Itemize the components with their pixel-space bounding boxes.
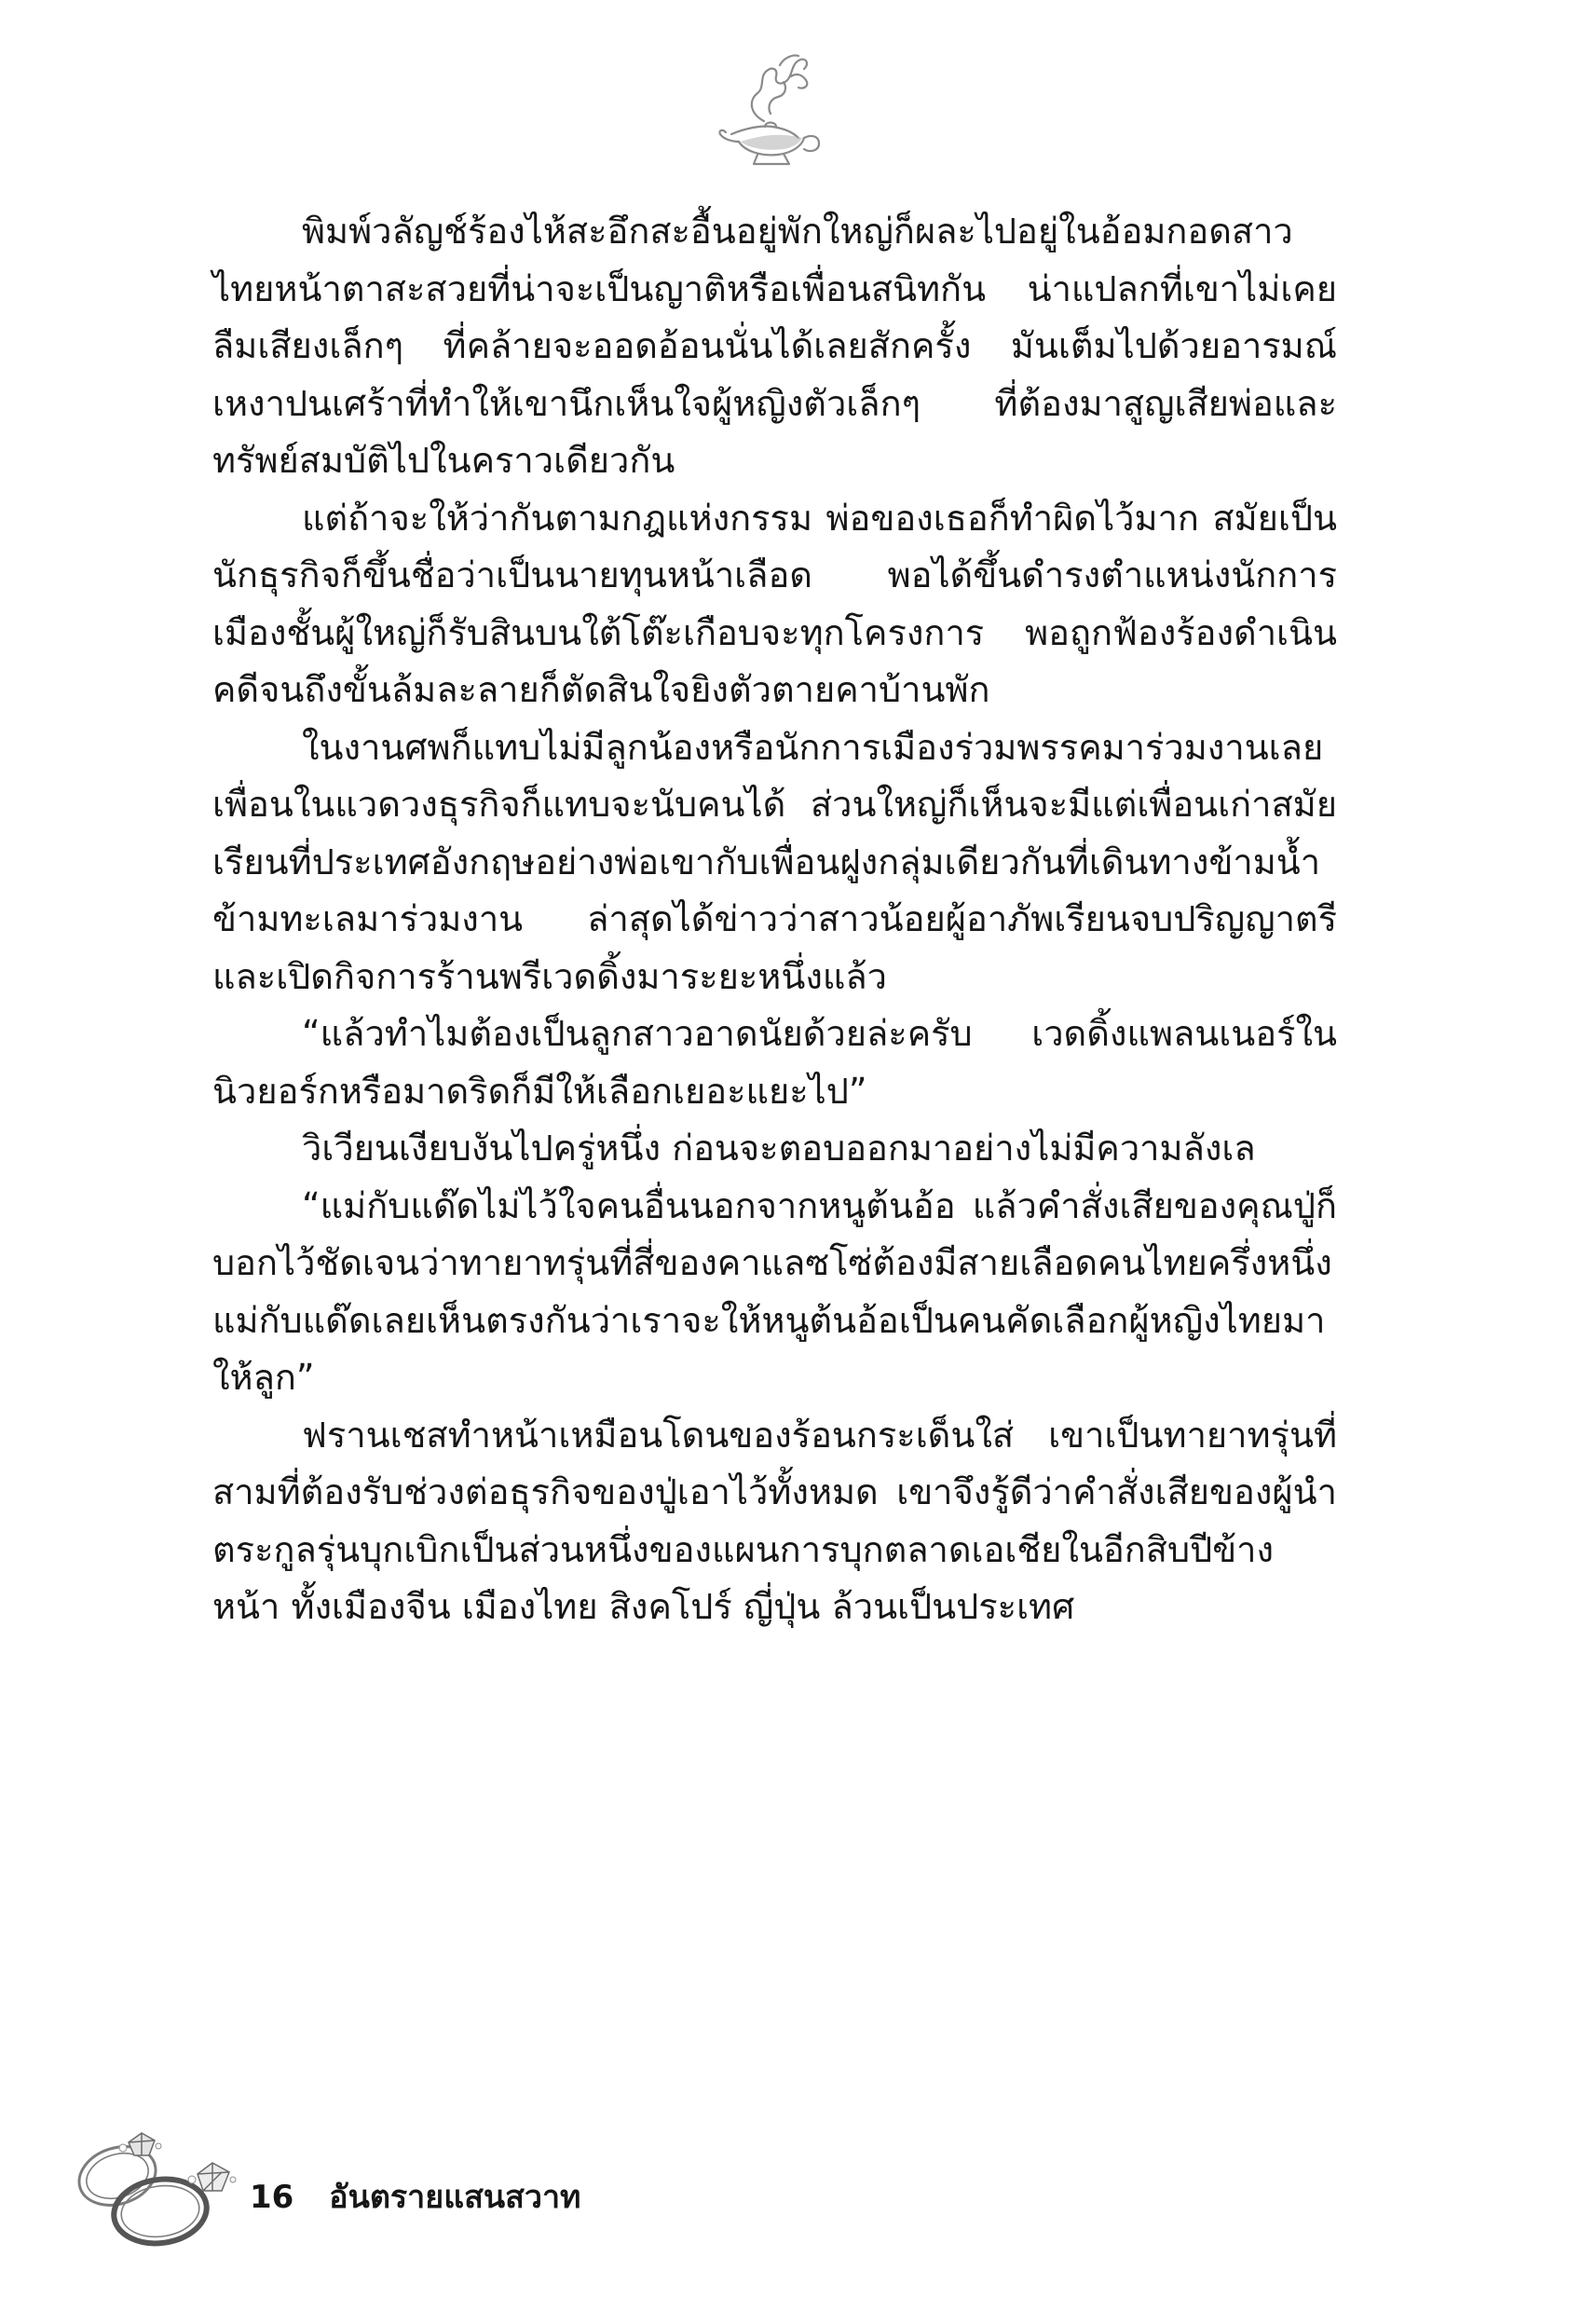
paragraph: ในงานศพก็แทบไม่มีลูกน้องหรือนักการเมืองร่วมพรรคมาร่วมงานเลย เพื่อนในแวดวงธุรกิจก็แทบจะนับคนได้ ส่วนใหญ่ก็เห็นจะมีแต่เพื่อนเก่าสมัยเรียนที่ประเทศอังกฤษอย่างพ่อเขากับเพื่อนฝูงกลุ่มเดียวกันที่เดินทางข้ามน้ำข้ามทะเลมาร่วมงาน ล่าสุดได้ข่าวว่าสาวน้อยผู้อาภัพเรียนจบปริญญาตรีและเปิดกิจการร้านพรีเวดดิ้งมาระยะหนึ่งแล้ว [212, 726, 1337, 997]
paragraph: “แม่กับแด๊ดไม่ไว้ใจคนอื่นนอกจากหนูต้นอ้อ แล้วคำสั่งเสียของคุณปู่ก็บอกไว้ชัดเจนว่าทายาทรุ่นที่สี่ของคาแลซโซ่ต้องมีสายเลือดคนไทยครึ่งหนึ่ง แม่กับแด๊ดเลยเห็นตรงกันว่าเราจะให้หนูต้นอ้อเป็นคนคัดเลือกผู้หญิงไทยมาให้ลูก” [212, 1184, 1337, 1398]
paragraph: พิมพ์วลัญช์ร้องไห้สะอึกสะอื้นอยู่พักใหญ่ก็ผละไปอยู่ในอ้อมกอดสาวไทยหน้าตาสะสวยที่น่าจะเป็นญาติหรือเพื่อนสนิทกัน น่าแปลกที่เขาไม่เคยลืมเสียงเล็กๆ ที่คล้ายจะออดอ้อนนั่นได้เลยสักครั้ง มันเต็มไปด้วยอารมณ์เหงาปนเศร้าที่ทำให้เขานึกเห็นใจผู้หญิงตัวเล็กๆ ที่ต้องมาสูญเสียพ่อและทรัพย์สมบัติไปในคราวเดียวกัน [212, 211, 1337, 481]
paragraph: แต่ถ้าจะให้ว่ากันตามกฎแห่งกรรม พ่อของเธอก็ทำผิดไว้มาก สมัยเป็นนักธุรกิจก็ขึ้นชื่อว่าเป็นนายทุนหน้าเลือด พอได้ขึ้นดำรงตำแหน่งนักการเมืองชั้นผู้ใหญ่ก็รับสินบนใต้โต๊ะเกือบจะทุกโครงการ พอถูกฟ้องร้องดำเนินคดีจนถึงขั้นล้มละลายก็ตัดสินใจยิงตัวตายคาบ้านพัก [212, 497, 1337, 710]
paragraph: “แล้วทำไมต้องเป็นลูกสาวอาดนัยด้วยล่ะครับ เวดดิ้งแพลนเนอร์ในนิวยอร์กหรือมาดริดก็มีให้เลือกเยอะแยะไป” [212, 1013, 1337, 1112]
diamond-rings-icon [58, 2101, 244, 2260]
paragraph: วิเวียนเงียบงันไปครู่หนึ่ง ก่อนจะตอบออกมาอย่างไม่มีความลังเล [302, 1128, 1256, 1169]
genie-lamp-icon [713, 48, 825, 171]
page-number: 16 [250, 2179, 294, 2216]
paragraph: ฟรานเชสทำหน้าเหมือนโดนของร้อนกระเด็นใส่ เขาเป็นทายาทรุ่นที่สามที่ต้องรับช่วงต่อธุรกิจของปู่เอาไว้ทั้งหมด เขาจึงรู้ดีว่าคำสั่งเสียของผู้นำตระกูลรุ่นบุกเบิกเป็นส่วนหนึ่งของแผนการบุกตลาดเอเชียในอีกสิบปีข้างหน้า ทั้งเมืองจีน เมืองไทย สิงคโปร์ ญี่ปุ่น ล้วนเป็นประเทศ [212, 1414, 1337, 1627]
book-title: อันตรายแสนสวาท [329, 2179, 581, 2216]
body-text [212, 203, 1337, 1636]
page-footer [250, 2171, 580, 2222]
